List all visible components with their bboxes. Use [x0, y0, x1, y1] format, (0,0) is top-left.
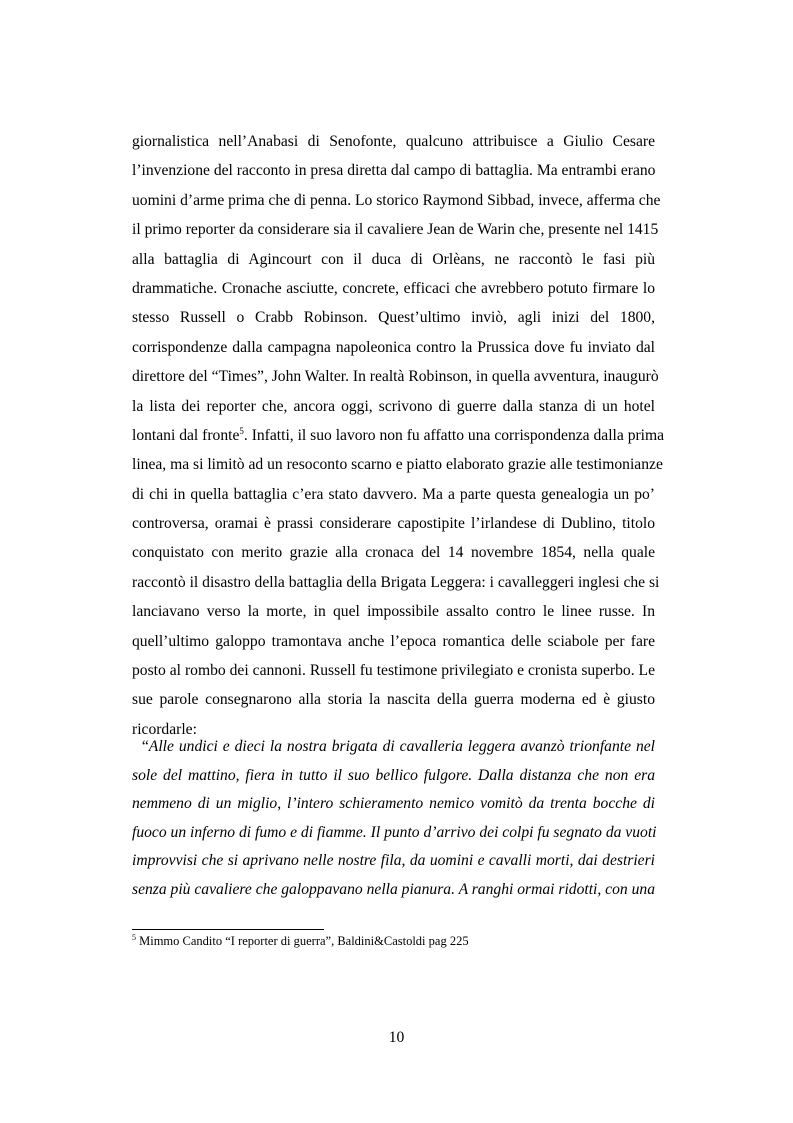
text-line: lanciavano verso la morte, in quel impossibile assalto contro le linee russe. In: [132, 603, 655, 621]
text-line: direttore del “Times”, John Walter. In realtà Robinson, in quella avventura, inaugurò: [132, 368, 659, 386]
text-line: quell’ultimo galoppo tramontava anche l’epoca romantica delle sciabole per fare: [132, 632, 655, 650]
text-line: controversa, oramai è prassi considerare capostipite l’irlandese di Dublino, titolo: [132, 515, 655, 533]
text-line: linea, ma si limitò ad un resoconto scarno e piatto elaborato grazie alle testimonianze: [132, 456, 663, 474]
text-line: la lista dei reporter che, ancora oggi, scrivono di guerre dalla stanza di un hotel: [132, 397, 655, 415]
text-line: conquistato con merito grazie alla cronaca del 14 novembre 1854, nella quale: [132, 544, 655, 562]
text-line: di chi in quella battaglia c’era stato davvero. Ma a parte questa genealogia un po’: [132, 485, 655, 503]
quote-line: senza più cavaliere che galoppavano nella pianura. A ranghi ormai ridotti, con una: [132, 880, 655, 898]
footnote: [132, 933, 655, 949]
body-paragraph: [132, 127, 665, 744]
text-fragment: . Infatti, il suo lavoro non fu affatto una corrispondenza dalla prima: [243, 426, 665, 444]
quote-open-mark: “: [141, 738, 149, 755]
block-quote: [132, 733, 655, 905]
text-line: uomini d’arme prima che di penna. Lo storico Raymond Sibbad, invece, afferma che: [132, 191, 661, 209]
text-line: posto al rombo dei cannoni. Russell fu testimone privilegiato e cronista superbo. Le: [132, 662, 655, 680]
quote-line: improvvisi che si aprivano nelle nostre fila, da uomini e cavalli morti, dai destrieri: [132, 852, 655, 870]
footnote-reference[interactable]: 5: [239, 425, 244, 436]
text-line: corrispondenze dalla campagna napoleonica contro la Prussica dove fu inviato dal: [132, 338, 655, 356]
quote-line: sole del mattino, fiera in tutto il suo bellico fulgore. Dalla distanza che non era: [132, 766, 655, 784]
text-line: stesso Russell o Crabb Robinson. Quest’ultimo inviò, agli inizi del 1800,: [132, 309, 655, 327]
text-line: drammatiche. Cronache asciutte, concrete, efficaci che avrebbero potuto firmare lo: [132, 279, 655, 297]
text-fragment: lontani dal fronte: [132, 426, 240, 444]
footnote-number: 5: [132, 932, 136, 942]
page-number: 10: [388, 1029, 405, 1046]
quote-line: [132, 733, 655, 762]
text-line: giornalistica nell’Anabasi di Senofonte, qualcuno attribuisce a Giulio Cesare: [132, 133, 655, 150]
footnote-separator: [132, 929, 324, 930]
text-line: ricordarle:: [132, 720, 197, 738]
quote-line: fuoco un inferno di fumo e di fiamme. Il punto d’arrivo dei colpi fu segnato da vuoti: [132, 823, 657, 841]
footnote-text: Mimmo Candito “I reporter di guerra”, Baldini&Castoldi pag 225: [136, 934, 469, 948]
text-line: l’invenzione del racconto in presa diretta dal campo di battaglia. Ma entrambi erano: [132, 162, 656, 180]
quote-line: nemmeno di un miglio, l’intero schieramento nemico vomitò da trenta bocche di: [132, 795, 655, 813]
text-line: il primo reporter da considerare sia il cavaliere Jean de Warin che, presente nel 1415: [132, 221, 659, 239]
text-fragment: Alle undici e dieci la nostra brigata di cavalleria leggera avanzò trionfante nel: [148, 738, 655, 755]
text-line: raccontò il disastro della battaglia della Brigata Leggera: i cavalleggeri inglesi che si: [132, 573, 660, 591]
text-line: alla battaglia di Agincourt con il duca di Orlèans, ne raccontò le fasi più: [132, 250, 655, 268]
text-line: sue parole consegnarono alla storia la nascita della guerra moderna ed è giusto: [132, 691, 655, 709]
text-line-with-footnote-ref: [132, 421, 665, 450]
